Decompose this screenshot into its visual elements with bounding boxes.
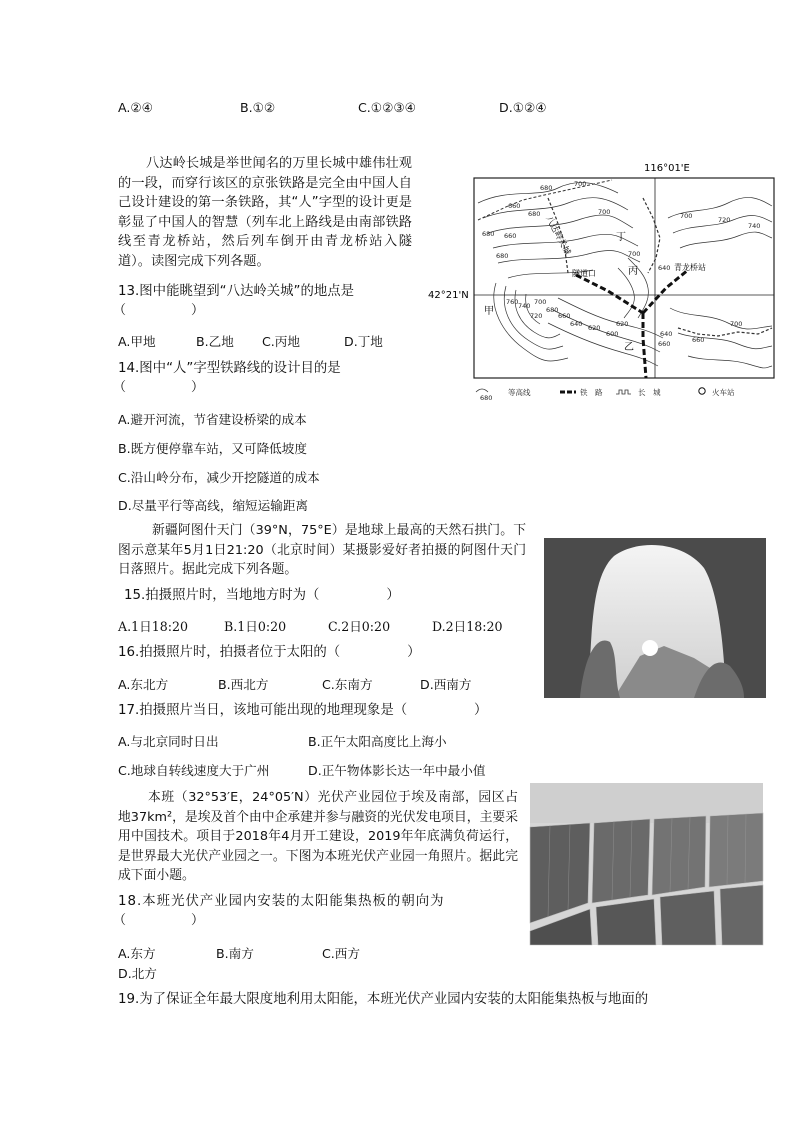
q17-option-a: A.与北京同时日出 bbox=[118, 734, 219, 749]
map-label-ding: 丁 bbox=[616, 232, 626, 243]
q16-stem: 16.拍摄照片时，拍摄者位于太阳的（ ） bbox=[118, 645, 421, 660]
contour-label: 680 bbox=[482, 230, 495, 238]
q15-option-b: B.1日0:20 bbox=[224, 619, 287, 634]
q14-option-b: B.既方便停靠车站，又可降低坡度 bbox=[118, 441, 307, 456]
legend-station: 火车站 bbox=[712, 388, 735, 397]
contour-label: 620 bbox=[588, 324, 601, 332]
contour-label: 760 bbox=[506, 298, 519, 306]
q19-stem: 19.为了保证全年最大限度地利用太阳能，本班光伏产业园内安装的太阳能集热板与地面的 bbox=[118, 992, 649, 1007]
q17-option-b: B.正午太阳高度比上海小 bbox=[308, 734, 447, 749]
q12-option-d: D.①②④ bbox=[499, 100, 547, 115]
q13-option-c: C.丙地 bbox=[262, 334, 300, 349]
map-label-station: 青龙桥站 bbox=[674, 263, 706, 272]
q18-option-a: A.东方 bbox=[118, 946, 156, 961]
q16-option-b: B.西北方 bbox=[218, 677, 269, 692]
passage-badaling: 八达岭长城是举世闻名的万里长城中雄伟壮观的一段，而穿行该区的京张铁路是完全由中国人自己设计建设的第一条铁路，其“人”字型的设计更是彰显了中国人的智慧（列车北上路线是由南部铁路线至青龙桥站，然后列车倒开由青龙桥站入隧道）。读图完成下列各题。 bbox=[118, 156, 412, 269]
q14-blank: （ ） bbox=[113, 380, 205, 395]
contour-label: 700 bbox=[574, 180, 587, 188]
map-label-guancheng: 八达岭关城 bbox=[543, 214, 573, 257]
q18-option-d: D.北方 bbox=[118, 966, 157, 981]
passage-tianmen: 新疆阿图什天门（39°N，75°E）是地球上最高的天然石拱门。下图示意某年5月1日21:20（北京时间）某摄影爱好者拍摄的阿图什天门日落照片。据此完成下列各题。 bbox=[118, 523, 526, 578]
solar-park-photo bbox=[530, 783, 763, 945]
contour-label: 700 bbox=[598, 208, 611, 216]
contour-label: 740 bbox=[748, 222, 761, 230]
q17-option-d: D.正午物体影长达一年中最小值 bbox=[308, 763, 486, 778]
contour-label: 640 bbox=[660, 330, 673, 338]
q12-option-b: B.①② bbox=[240, 100, 276, 115]
contour-label: 660 bbox=[658, 340, 671, 348]
q14-option-c: C.沿山岭分布，减少开挖隧道的成本 bbox=[118, 470, 320, 485]
contour-label: 700 bbox=[730, 320, 743, 328]
contour-label: 700 bbox=[534, 298, 547, 306]
q14-option-a: A.避开河流，节省建设桥梁的成本 bbox=[118, 412, 307, 427]
map-lon-label: 116°01'E bbox=[644, 163, 690, 174]
contour-label: 660 bbox=[508, 202, 521, 210]
contour-label: 700 bbox=[680, 212, 693, 220]
q12-option-a: A.②④ bbox=[118, 100, 153, 115]
q15-option-a: A.1日18:20 bbox=[118, 619, 188, 634]
q16-option-d: D.西南方 bbox=[420, 677, 472, 692]
q18-option-b: B.南方 bbox=[216, 946, 254, 961]
map-label-tunnel: 隧道口 bbox=[572, 269, 596, 278]
legend-sample-value: 680 bbox=[480, 394, 493, 402]
contour-label: 680 bbox=[528, 210, 541, 218]
q14-option-d: D.尽量平行等高线，缩短运输距离 bbox=[118, 498, 309, 513]
contour-label: 700 bbox=[628, 250, 641, 258]
topographic-map bbox=[428, 158, 780, 402]
sun-disc bbox=[642, 640, 658, 656]
legend-railway: 铁 路 bbox=[580, 388, 603, 397]
passage-benban: 本班（32°53′E，24°05′N）光伏产业园位于埃及南部，园区占地37km²，是埃及首个由中企承建并参与融资的光伏发电项目，主要采用中国技术。项目于2018年4月开工建设，2019年年底满负荷运行，是世界最大光伏产业园之一。下图为本班光伏产业园一角照片。据此完成下面小题。 bbox=[118, 790, 518, 884]
q18-blank: （ ） bbox=[113, 913, 205, 928]
q13-option-b: B.乙地 bbox=[196, 334, 234, 349]
q15-option-d: D.2日18:20 bbox=[432, 619, 503, 634]
map-label-jia: 甲 bbox=[484, 306, 494, 317]
legend-station-icon bbox=[699, 388, 705, 394]
contour-label: 660 bbox=[504, 232, 517, 240]
contour-label: 680 bbox=[540, 184, 553, 192]
q14-stem: 14.图中“人”字型铁路线的设计目的是 bbox=[118, 361, 341, 376]
q17-option-c: C.地球自转线速度大于广州 bbox=[118, 763, 270, 778]
contour-label: 640 bbox=[658, 264, 671, 272]
contour-label: 720 bbox=[718, 216, 731, 224]
q13-stem: 13.图中能眺望到“八达岭关城”的地点是 bbox=[118, 284, 355, 299]
contour-label: 620 bbox=[616, 320, 629, 328]
q18-option-c: C.西方 bbox=[322, 946, 360, 961]
contour-label: 680 bbox=[546, 306, 559, 314]
q13-blank: （ ） bbox=[113, 303, 205, 318]
contour-label: 600 bbox=[606, 330, 619, 338]
q15-option-c: C.2日0:20 bbox=[328, 619, 391, 634]
contour-label: 740 bbox=[518, 302, 531, 310]
q16-option-c: C.东南方 bbox=[322, 677, 373, 692]
q15-stem: 15.拍摄照片时，当地地方时为（ ） bbox=[124, 588, 400, 603]
q13-option-a: A.甲地 bbox=[118, 334, 156, 349]
q17-stem: 17.拍摄照片当日，该地可能出现的地理现象是（ ） bbox=[118, 703, 488, 718]
contour-label: 640 bbox=[570, 320, 583, 328]
q12-option-c: C.①②③④ bbox=[358, 100, 416, 115]
contour-label: 720 bbox=[530, 312, 543, 320]
tianmen-sunset-photo bbox=[544, 538, 766, 698]
map-label-yi: 乙 bbox=[624, 342, 634, 353]
map-label-bing: 丙 bbox=[628, 266, 638, 277]
q18-stem: 18.本班光伏产业园内安装的太阳能集热板的朝向为 bbox=[118, 894, 445, 909]
q16-option-a: A.东北方 bbox=[118, 677, 169, 692]
legend-contour: 等高线 bbox=[508, 388, 531, 397]
contour-label: 680 bbox=[496, 252, 509, 260]
legend-wall: 长 城 bbox=[638, 388, 661, 397]
contour-label: 660 bbox=[692, 336, 705, 344]
map-lat-label: 42°21'N bbox=[428, 290, 469, 301]
contour-label: 660 bbox=[558, 312, 571, 320]
q13-option-d: D.丁地 bbox=[344, 334, 383, 349]
